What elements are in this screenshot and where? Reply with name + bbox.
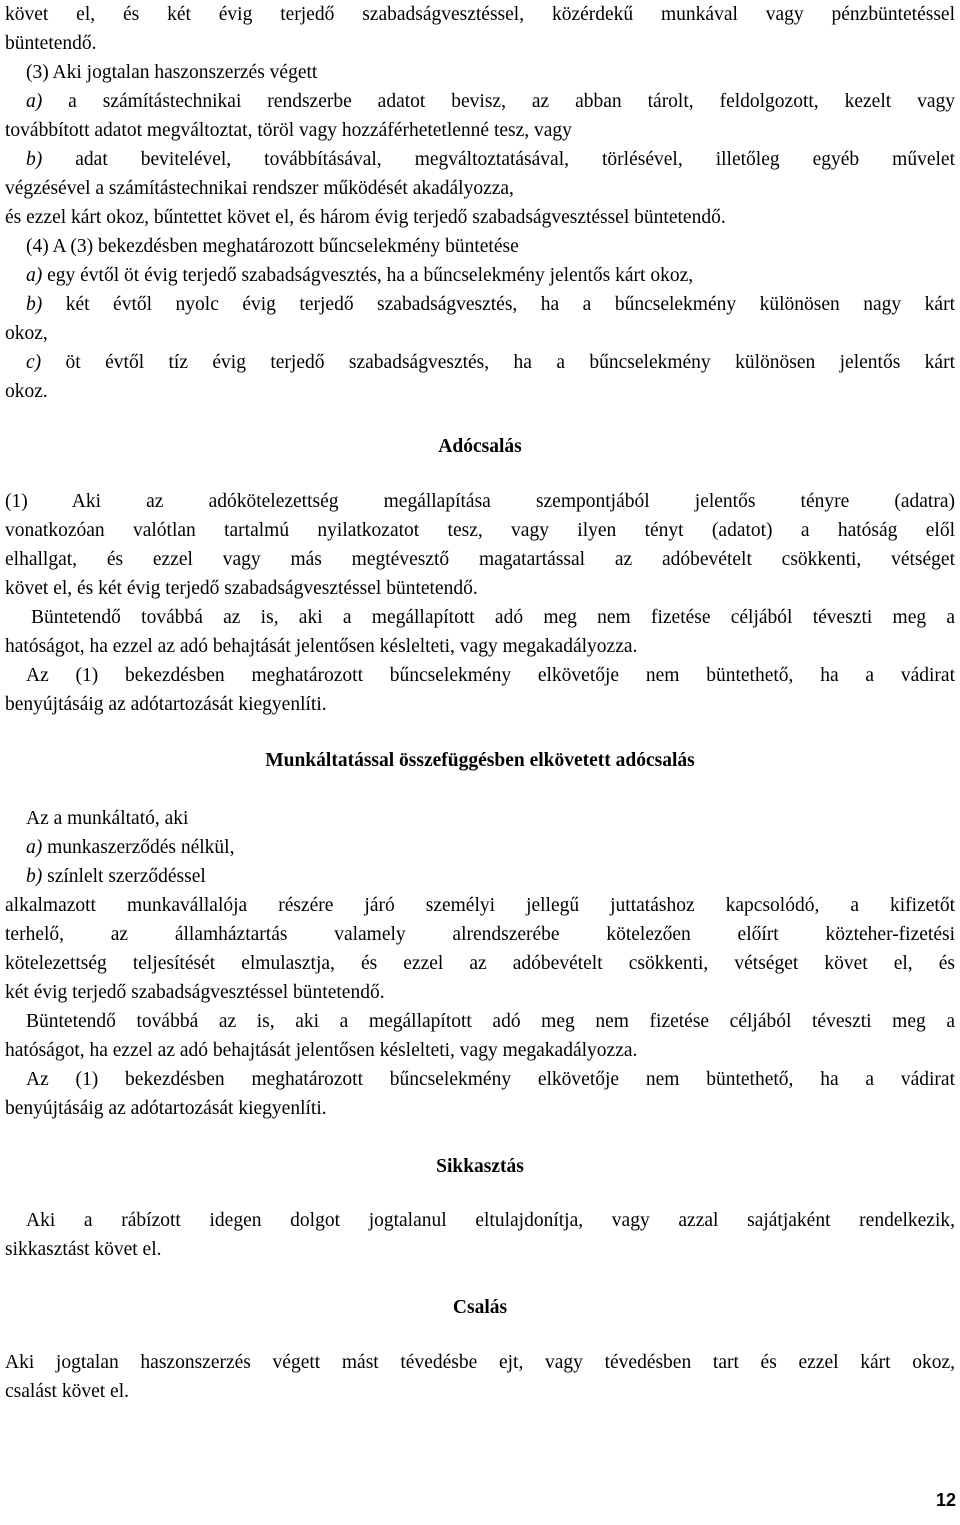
text-line: (4) A (3) bekezdésben meghatározott bűncselekmény büntetése xyxy=(26,236,519,257)
text-line: (1) Aki az adókötelezettség megállapítása szempontjából jelentős tényre (adatra) xyxy=(5,491,955,512)
list-item-a: a) munkaszerződés nélkül, xyxy=(26,837,235,858)
list-item-c: c) öt évtől tíz évig terjedő szabadságvesztés, ha a bűncselekmény különösen jelentős kárt xyxy=(26,352,955,373)
page-number: 12 xyxy=(935,1490,956,1510)
list-marker: a) xyxy=(26,91,43,112)
text-line: Aki jogtalan haszonszerzés végett mást tévedésbe ejt, vagy tévedésben tart és ezzel kárt okoz, xyxy=(5,1352,955,1373)
section-heading: Csalás xyxy=(452,1297,508,1318)
text-line: benyújtásáig az adótartozását kiegyenlíti. xyxy=(5,694,327,715)
text-line: okoz. xyxy=(5,381,48,402)
text-line: Büntetendő továbbá az is, aki a megállapított adó meg nem fizetése céljából téveszti meg a xyxy=(31,607,955,628)
text-line: követ el, és két évig terjedő szabadságvesztéssel, közérdekű munkával vagy pénzbüntetéssel xyxy=(5,4,955,25)
list-marker: b) xyxy=(26,294,43,315)
section-heading: Sikkasztás xyxy=(436,1156,524,1177)
list-marker: a) xyxy=(26,837,43,858)
text-line: okoz, xyxy=(5,323,48,344)
list-item-a: a) a számítástechnikai rendszerbe adatot bevisz, az abban tárolt, feldolgozott, kezelt vagy xyxy=(26,91,955,112)
text-line: Az a munkáltató, aki xyxy=(26,808,189,829)
list-item-b: b) színlelt szerződéssel xyxy=(26,866,206,887)
text-line: hatóságot, ha ezzel az adó behajtását jelentősen késlelteti, vagy megakadályozza. xyxy=(5,1040,638,1061)
text-line: elhallgat, és ezzel vagy más megtévesztő magatartással az adóbevételt csökkenti, vétséget xyxy=(5,549,955,570)
text-line: sikkasztást követ el. xyxy=(5,1239,162,1260)
text-line: vonatkozóan valótlan tartalmú nyilatkozatot tesz, vagy ilyen tényt (adatot) a hatóság elől xyxy=(5,520,955,541)
text-line: hatóságot, ha ezzel az adó behajtását jelentősen késlelteti, vagy megakadályozza. xyxy=(5,636,638,657)
text-line: Az (1) bekezdésben meghatározott bűncselekmény elkövetője nem büntethető, ha a vádirat xyxy=(26,1069,955,1090)
text-line: csalást követ el. xyxy=(5,1381,129,1402)
list-item-a: a) egy évtől öt évig terjedő szabadságvesztés, ha a bűncselekmény jelentős kárt okoz, xyxy=(26,265,694,286)
list-marker: b) xyxy=(26,149,43,170)
text-line: Büntetendő továbbá az is, aki a megállapított adó meg nem fizetése céljából téveszti meg a xyxy=(26,1011,955,1032)
text-line: Az (1) bekezdésben meghatározott bűncselekmény elkövetője nem büntethető, ha a vádirat xyxy=(26,665,955,686)
list-item-b: b) két évtől nyolc évig terjedő szabadságvesztés, ha a bűncselekmény különösen nagy kárt xyxy=(26,294,955,315)
text-line: (3) Aki jogtalan haszonszerzés végett xyxy=(26,62,318,83)
text-line: terhelő, az államháztartás valamely alrendszerébe kötelezően előírt közteher-fizetési xyxy=(5,924,955,945)
list-item-b: b) adat bevitelével, továbbításával, megváltoztatásával, törlésével, illetőleg egyéb művelet xyxy=(26,149,955,170)
text-line: kötelezettség teljesítését elmulasztja, és ezzel az adóbevételt csökkenti, vétséget követ el, és xyxy=(5,953,955,974)
list-marker: c) xyxy=(26,352,42,373)
text-line: továbbított adatot megváltoztat, töröl vagy hozzáférhetetlenné tesz, vagy xyxy=(5,120,572,141)
text-line: Aki a rábízott idegen dolgot jogtalanul eltulajdonítja, vagy azzal sajátjaként rendelkezik, xyxy=(26,1210,955,1231)
text-line: alkalmazott munkavállalója részére járó személyi jellegű juttatáshoz kapcsolódó, a kifizetőt xyxy=(5,895,955,916)
text-line: büntetendő. xyxy=(5,33,97,54)
list-marker: b) xyxy=(26,866,43,887)
text-line: benyújtásáig az adótartozását kiegyenlíti. xyxy=(5,1098,327,1119)
section-heading: Adócsalás xyxy=(438,436,522,457)
list-marker: a) xyxy=(26,265,43,286)
text-line: és ezzel kárt okoz, bűntettet követ el, és három évig terjedő szabadságvesztéssel büntetendő. xyxy=(5,207,726,228)
text-line: két évig terjedő szabadságvesztéssel büntetendő. xyxy=(5,982,385,1003)
text-line: végzésével a számítástechnikai rendszer működését akadályozza, xyxy=(5,178,514,199)
section-heading: Munkáltatással összefüggésben elkövetett adócsalás xyxy=(265,750,695,771)
text-line: követ el, és két évig terjedő szabadságvesztéssel büntetendő. xyxy=(5,578,478,599)
